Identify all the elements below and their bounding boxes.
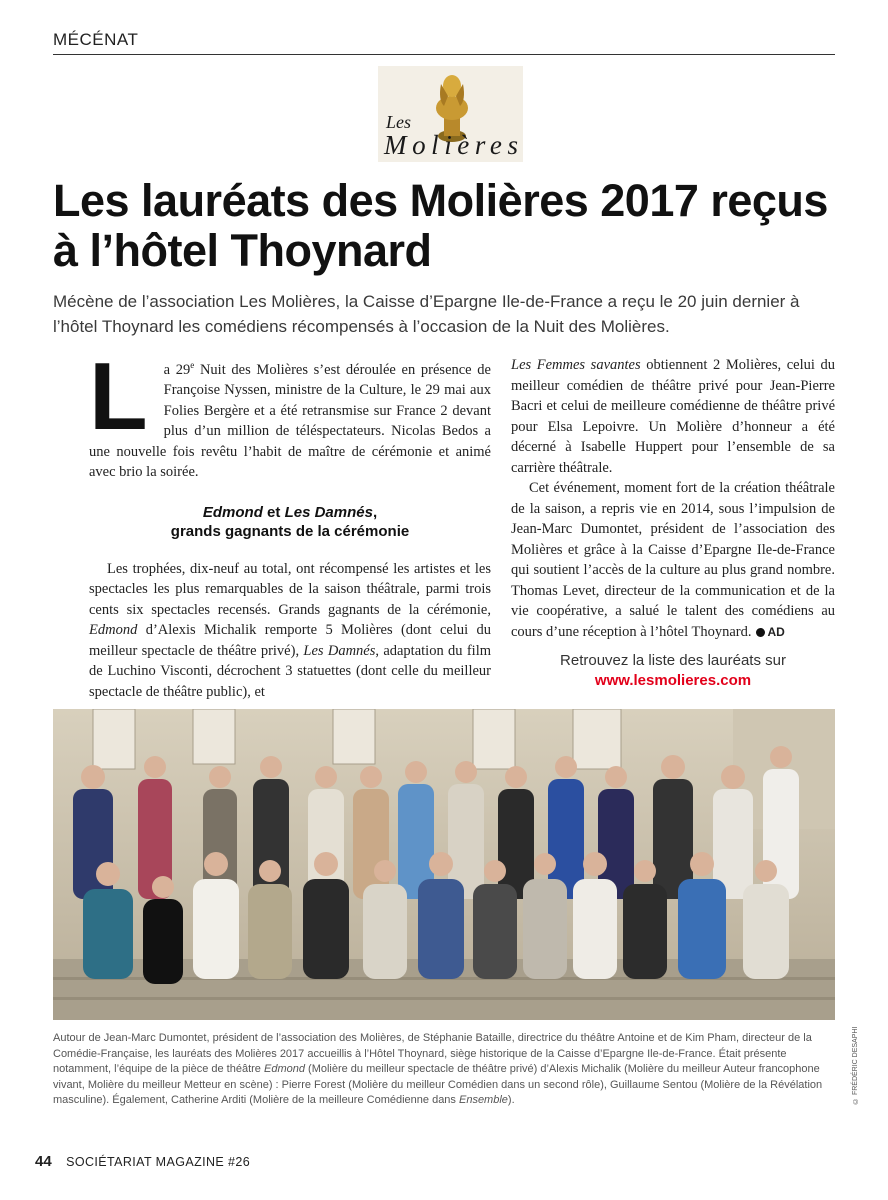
end-mark-icon	[756, 628, 765, 637]
group-photo	[53, 709, 835, 1020]
paragraph-2-continued: Les Femmes savantes obtiennent 2 Molières, celui du meilleur comédien de théâtre privé pour Jean-Pierre Bacri et celui de meilleure comédienne de théâtre privé pour Elsa Lepoivre. Un Molière d’honneur a été décerné à Isabelle Huppert pour l’ensemble de sa carrière théâtrale.	[511, 357, 835, 476]
molieres-logo-icon	[378, 66, 523, 162]
article-column-right	[511, 355, 835, 642]
article-column-left	[89, 343, 491, 702]
section-divider	[53, 54, 835, 55]
intro-paragraph: Mécène de l’association Les Molières, la Caisse d’Epargne Ile-de-France a reçu le 20 juin dernier à l’hôtel Thoynard les comédiens récompensés à l’occasion de la Nuit des Molières.	[53, 292, 800, 336]
subheading: Edmond et Les Damnés, grands gagnants de la cérémonie	[170, 503, 410, 540]
page-number: 44	[35, 1153, 52, 1170]
website-link[interactable]: www.lesmolieres.com	[594, 672, 752, 689]
paragraph-2: Les trophées, dix-neuf au total, ont récompensé les artistes et les spectacles les plus remarquables de la saison théâtrale, parmi trois cents six spectacles recensés. Grands gagnants de la cérémonie, Edmond d’Alexis Michalik remporte 5 Molières (dont celui du meilleur spectacle de théâtre privé), Les Damnés, adaptation du film de Luchino Visconti, décrochent 3 statuettes (dont celle du meilleur spectacle de théâtre public), et	[89, 560, 491, 700]
headline: Les lauréats des Molières 2017 reçus à l’hôtel Thoynard	[53, 175, 828, 276]
svg-text:Molières: Molières	[384, 130, 518, 160]
paragraph-1: L a 29e Nuit des Molières s’est déroulée en présence de Françoise Nyssen, ministre de la Culture, le 29 mai aux Folies Bergère et a été retransmise sur France 2 devant plus d’un million de téléspectateurs. Nicolas Bedos a une nouvelle fois revêtu l’habit de maître de cérémonie et animé avec brio la soirée.	[89, 343, 491, 481]
svg-text:Les: Les	[386, 112, 412, 132]
page-footer	[35, 1153, 250, 1171]
website-callout	[511, 651, 835, 691]
drop-cap: L	[89, 343, 148, 450]
molieres-logo	[378, 66, 523, 162]
magazine-name: SOCIÉTARIAT MAGAZINE #26	[66, 1155, 251, 1169]
website-callout-text: Retrouvez la liste des lauréats sur	[560, 652, 786, 669]
photo-caption: Autour de Jean-Marc Dumontet, président de l’association des Molières, de Stéphanie Bataille, directrice du théâtre Antoine et de Kim Pham, directeur de la Comédie-Française, les lauréats des Molières 2017 accueillis à l’Hôtel Thoynard, siège historique de la Caisse d’Epargne Ile-de-France. Était présente notamment, l’équipe de la pièce de théâtre Edmond (Molière du meilleur spectacle de théâtre privé) d’Alexis Michalik (Molière du meilleur Auteur francophone vivant, Molière du meilleur Metteur en scène) : Pierre Forest (Molière du meilleur Comédien dans un second rôle), Guillaume Sentou (Molière de la Révélation masculine). Également, Catherine Arditi (Molière de la meilleure Comédienne dans Ensemble).	[53, 1032, 823, 1106]
section-label: MÉCÉNAT	[53, 30, 139, 49]
author-signature: AD	[767, 624, 785, 639]
photo-credit: © FRÉDÉRIC DESAPHI	[852, 1026, 859, 1104]
paragraph-3: Cet événement, moment fort de la création théâtrale de la saison, a repris vie en 2014, sous l’impulsion de Jean-Marc Dumontet, président de l’association des Molières et grâce à la Caisse d’Epargne Ile-de-France qui soutient l’accès de la culture au plus grand nombre. Thomas Levet, directeur de la communication et de la vie coopérative, a salué le talent des comédiens au cours d’une réception à l’hôtel Thoynard. AD	[511, 480, 835, 640]
